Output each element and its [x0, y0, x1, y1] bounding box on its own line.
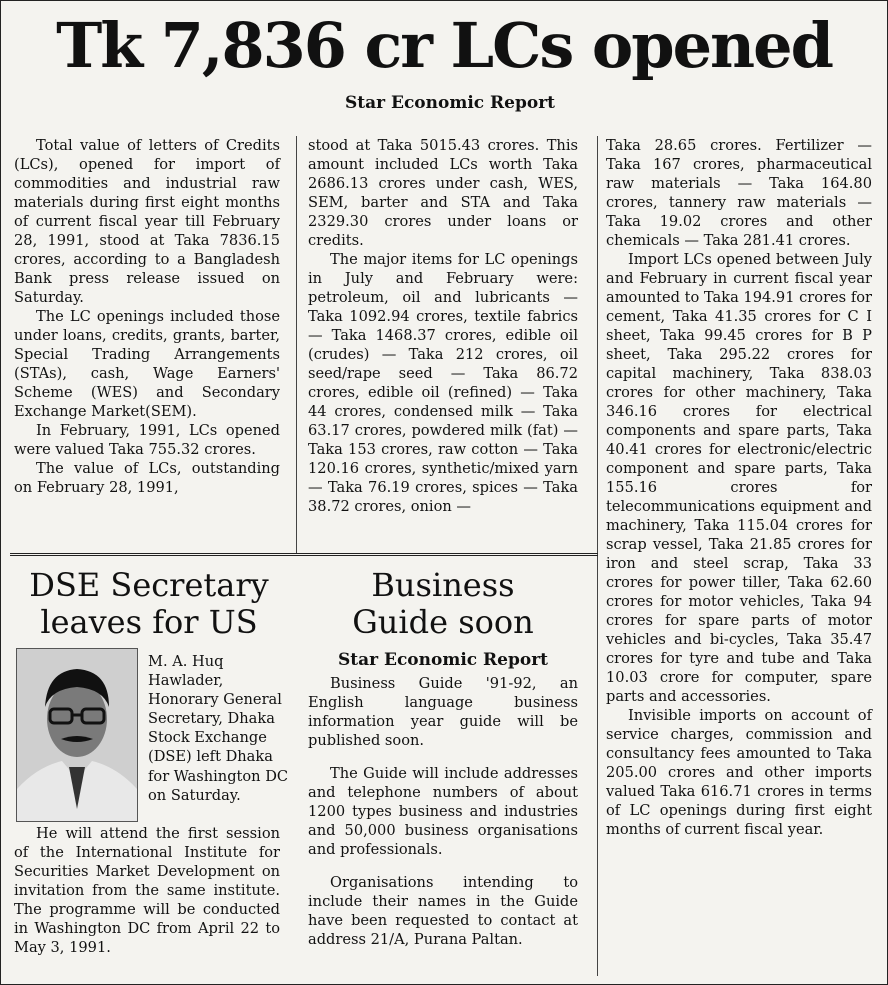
guide-body: [308, 674, 578, 949]
article-column-3: [606, 136, 872, 839]
guide-paragraph: Business Guide '91-92, an English language business information year guide will be published soon.: [308, 675, 578, 749]
section-divider: [10, 553, 598, 556]
dse-headline: [10, 567, 288, 641]
main-headline: Tk 7,836 cr LCs opened: [56, 9, 832, 82]
guide-headline-line-1: Business: [371, 566, 515, 604]
article-paragraph: Total value of letters of Credits (LCs), opened for import of commodities and industrial raw materials during first eight months of current fiscal year till February 28, 1991, stood at Taka 7836.15 crores, according to a Bangladesh Bank press release issued on Saturday.: [14, 137, 280, 306]
guide-paragraph: Organisations intending to include their names in the Guide have been requested to contact at address 21/A, Purana Paltan.: [308, 874, 578, 948]
guide-paragraph: The Guide will include addresses and telephone numbers of about 1200 types business and industries and 50,000 business organisations and professionals.: [308, 765, 578, 858]
column-rule: [296, 136, 297, 554]
portrait-icon: [17, 649, 137, 821]
dse-body: [14, 824, 280, 957]
guide-byline: Star Economic Report: [337, 650, 549, 670]
dse-headline-line-1: DSE Secretary: [29, 566, 269, 604]
article-column-1: [14, 136, 280, 497]
main-byline: Star Economic Report: [344, 93, 556, 113]
dse-wrap-text: M. A. Huq Hawlader, Honorary General Secretary, Dhaka Stock Exchange (DSE) left Dhaka for Washington DC on Saturday.: [148, 653, 289, 804]
guide-headline: [308, 567, 578, 641]
article-column-2: [308, 136, 578, 516]
article-paragraph: Taka 28.65 crores. Fertilizer — Taka 167 crores, pharmaceutical raw materials — Taka 164.80 crores, tannery raw materials — Taka 19.02 crores and other chemicals — Taka 281.41 crores.: [606, 137, 872, 249]
article-paragraph: stood at Taka 5015.43 crores. This amount included LCs worth Taka 2686.13 crores under cash, WES, SEM, barter and STA and Taka 2329.30 crores under loans or credits.: [308, 137, 578, 249]
article-paragraph: The major items for LC openings in July and February were: petroleum, oil and lubricants — Taka 1092.94 crores, textile fabrics — Taka 1468.37 crores, edible oil (crudes) — Taka 212 crores, oil seed/rape seed — Taka 86.72 crores, edible oil (refined) — Taka 44 crores, condensed milk — Taka 63.17 crores, powdered milk (fat) — Taka 153 crores, raw cotton — Taka 120.16 crores, synthetic/mixed yarn — Taka 76.19 crores, spices — Taka 38.72 crores, onion —: [308, 251, 578, 515]
guide-headline-line-2: Guide soon: [352, 603, 534, 641]
dse-headline-line-2: leaves for US: [40, 603, 258, 641]
article-paragraph: The value of LCs, outstanding on February 28, 1991,: [14, 460, 280, 496]
dse-paragraph: He will attend the first session of the International Institute for Securities Market Development on invitation from the same institute. The programme will be conducted in Washington DC from April 22 to May 3, 1991.: [14, 825, 280, 956]
article-paragraph: Import LCs opened between July and February in current fiscal year amounted to Taka 194.91 crores for cement, Taka 41.35 crores for C I sheet, Taka 99.45 crores for B P sheet, Taka 295.22 crores for capital machinery, Taka 838.03 crores for other machinery, Taka 346.16 crores for electrical components and spare parts, Taka 40.41 crores for electronic/electric component and spare parts, Taka 155.16 crores for telecommunications equipment and machinery, Taka 115.04 crores for scrap vessel, Taka 21.85 crores for iron and steel scrap, Taka 33 crores for power tiller, Taka 62.60 crores for motor vehicles, Taka 94 crores for spare parts of motor vehicles and bi-cycles, Taka 35.47 crores for tyre and tube and Taka 10.03 crore for computer, spare parts and accessories.: [606, 251, 872, 705]
article-paragraph: The LC openings included those under loans, credits, grants, barter, Special Trading Arrangements (STAs), cash, Wage Earners' Scheme (WES) and Secondary Exchange Market(SEM).: [14, 308, 280, 420]
article-paragraph: In February, 1991, LCs opened were valued Taka 755.32 crores.: [14, 422, 280, 458]
article-paragraph: Invisible imports on account of service charges, commission and consultancy fees amounted to Taka 205.00 crores and other imports valued Taka 616.71 crores in terms of LC openings during first eight months of current fiscal year.: [606, 707, 872, 838]
portrait-photo: [16, 648, 138, 822]
column-rule: [597, 136, 598, 976]
